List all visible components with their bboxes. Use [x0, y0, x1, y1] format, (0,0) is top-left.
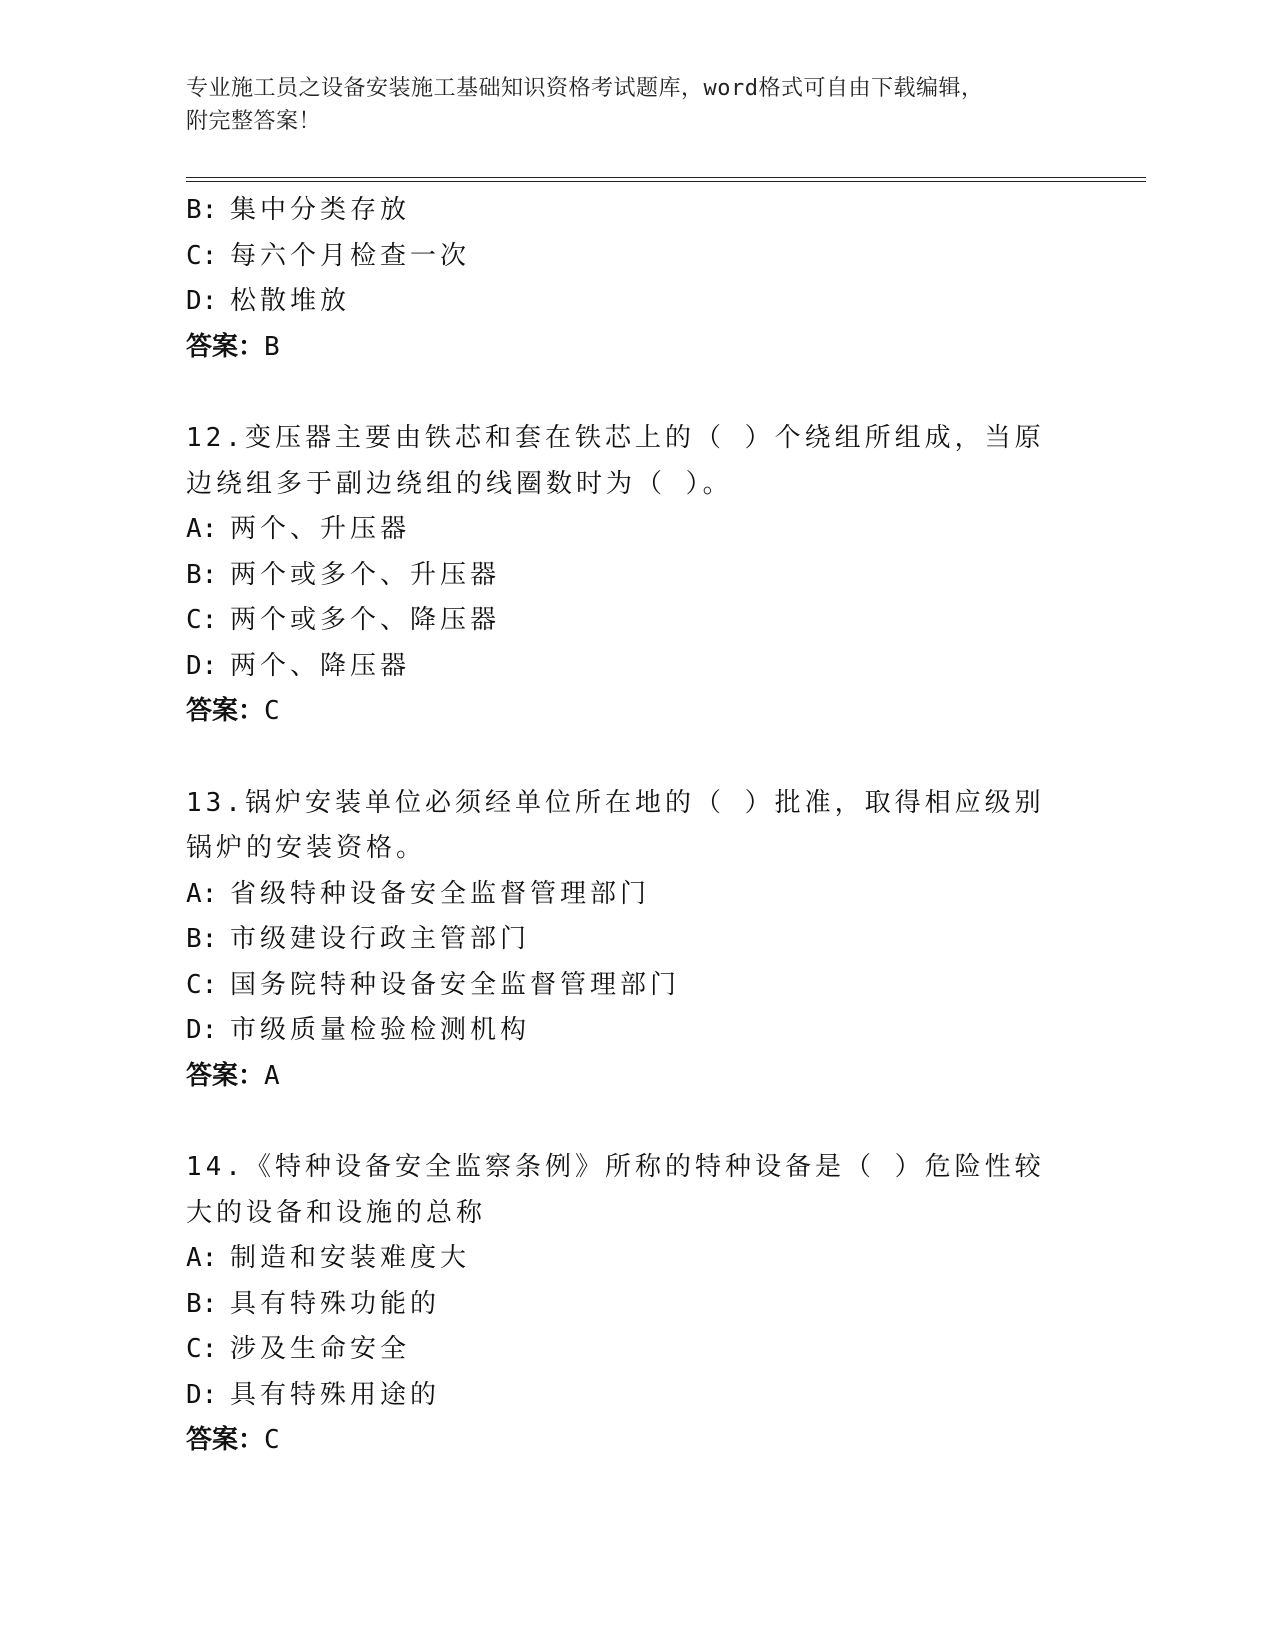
question-12 — [186, 416, 1066, 735]
option-a — [186, 872, 1066, 918]
page-header — [186, 72, 1066, 138]
option-d — [186, 1008, 1066, 1054]
answer-value: B — [264, 331, 280, 362]
option-text: 两个或多个、降压器 — [230, 605, 501, 635]
option-c — [186, 234, 1066, 280]
header-divider — [186, 177, 1146, 182]
option-letter: C: — [186, 605, 218, 635]
option-d — [186, 644, 1066, 690]
option-text: 集中分类存放 — [230, 195, 411, 225]
option-text: 国务院特种设备安全监督管理部门 — [230, 969, 681, 1000]
option-letter: C: — [186, 969, 218, 1000]
answer-line — [186, 689, 1066, 735]
option-letter: B: — [186, 559, 218, 590]
option-letter: A: — [186, 514, 218, 544]
answer-value: A — [264, 1060, 280, 1091]
option-text: 涉及生命安全 — [230, 1334, 411, 1364]
answer-line — [186, 1054, 1066, 1100]
answer-label: 答案： — [186, 331, 265, 362]
option-letter: D: — [186, 650, 218, 681]
question-stem: 14.《特种设备安全监察条例》所称的特种设备是（ ）危险性较大的设备和设施的总称 — [186, 1152, 1045, 1228]
answer-label: 答案： — [186, 696, 265, 726]
option-letter: B: — [186, 924, 218, 954]
option-text: 具有特殊功能的 — [230, 1288, 441, 1319]
option-text: 市级质量检验检测机构 — [230, 1015, 531, 1045]
option-a — [186, 1236, 1066, 1282]
option-d — [186, 279, 1066, 325]
question-stem: 12.变压器主要由铁芯和套在铁芯上的（ ）个绕组所组成，当原边绕组多于副边绕组的线圈数时为（ ）。 — [186, 423, 1045, 499]
answer-line — [186, 325, 1066, 371]
answer-line — [186, 1418, 1066, 1464]
option-letter: B: — [186, 195, 218, 225]
option-text: 市级建设行政主管部门 — [230, 924, 531, 954]
answer-value: C — [264, 1425, 280, 1455]
answer-value: C — [264, 696, 280, 726]
header-line-2: 附完整答案！ — [186, 109, 322, 134]
question-13 — [186, 781, 1066, 1100]
option-letter: D: — [186, 1379, 218, 1410]
option-letter: C: — [186, 240, 218, 271]
question-stem: 13.锅炉安装单位必须经单位所在地的（ ）批准，取得相应级别锅炉的安装资格。 — [186, 787, 1045, 863]
option-letter: D: — [186, 286, 218, 316]
option-d — [186, 1373, 1066, 1419]
option-letter: B: — [186, 1288, 218, 1319]
option-letter: C: — [186, 1334, 218, 1364]
option-text: 具有特殊用途的 — [230, 1379, 441, 1410]
option-text: 省级特种设备安全监督管理部门 — [230, 878, 651, 909]
option-letter: A: — [186, 878, 218, 909]
question-14 — [186, 1145, 1066, 1464]
option-b — [186, 188, 1066, 234]
option-text: 松散堆放 — [230, 286, 351, 316]
partial-question — [186, 188, 1066, 370]
answer-label: 答案： — [186, 1060, 265, 1091]
option-c — [186, 963, 1066, 1009]
option-a — [186, 507, 1066, 553]
answer-label: 答案： — [186, 1425, 265, 1455]
document-body — [186, 188, 1066, 1464]
option-b — [186, 917, 1066, 963]
option-c — [186, 1327, 1066, 1373]
option-text: 制造和安装难度大 — [230, 1243, 471, 1273]
option-letter: A: — [186, 1243, 218, 1273]
option-c — [186, 598, 1066, 644]
option-b — [186, 1282, 1066, 1328]
header-line-1: 专业施工员之设备安装施工基础知识资格考试题库，word格式可自由下载编辑， — [186, 76, 984, 101]
option-text: 两个、降压器 — [230, 650, 411, 681]
option-letter: D: — [186, 1015, 218, 1045]
option-b — [186, 553, 1066, 599]
option-text: 两个或多个、升压器 — [230, 559, 501, 590]
option-text: 两个、升压器 — [230, 514, 411, 544]
option-text: 每六个月检查一次 — [230, 240, 471, 271]
